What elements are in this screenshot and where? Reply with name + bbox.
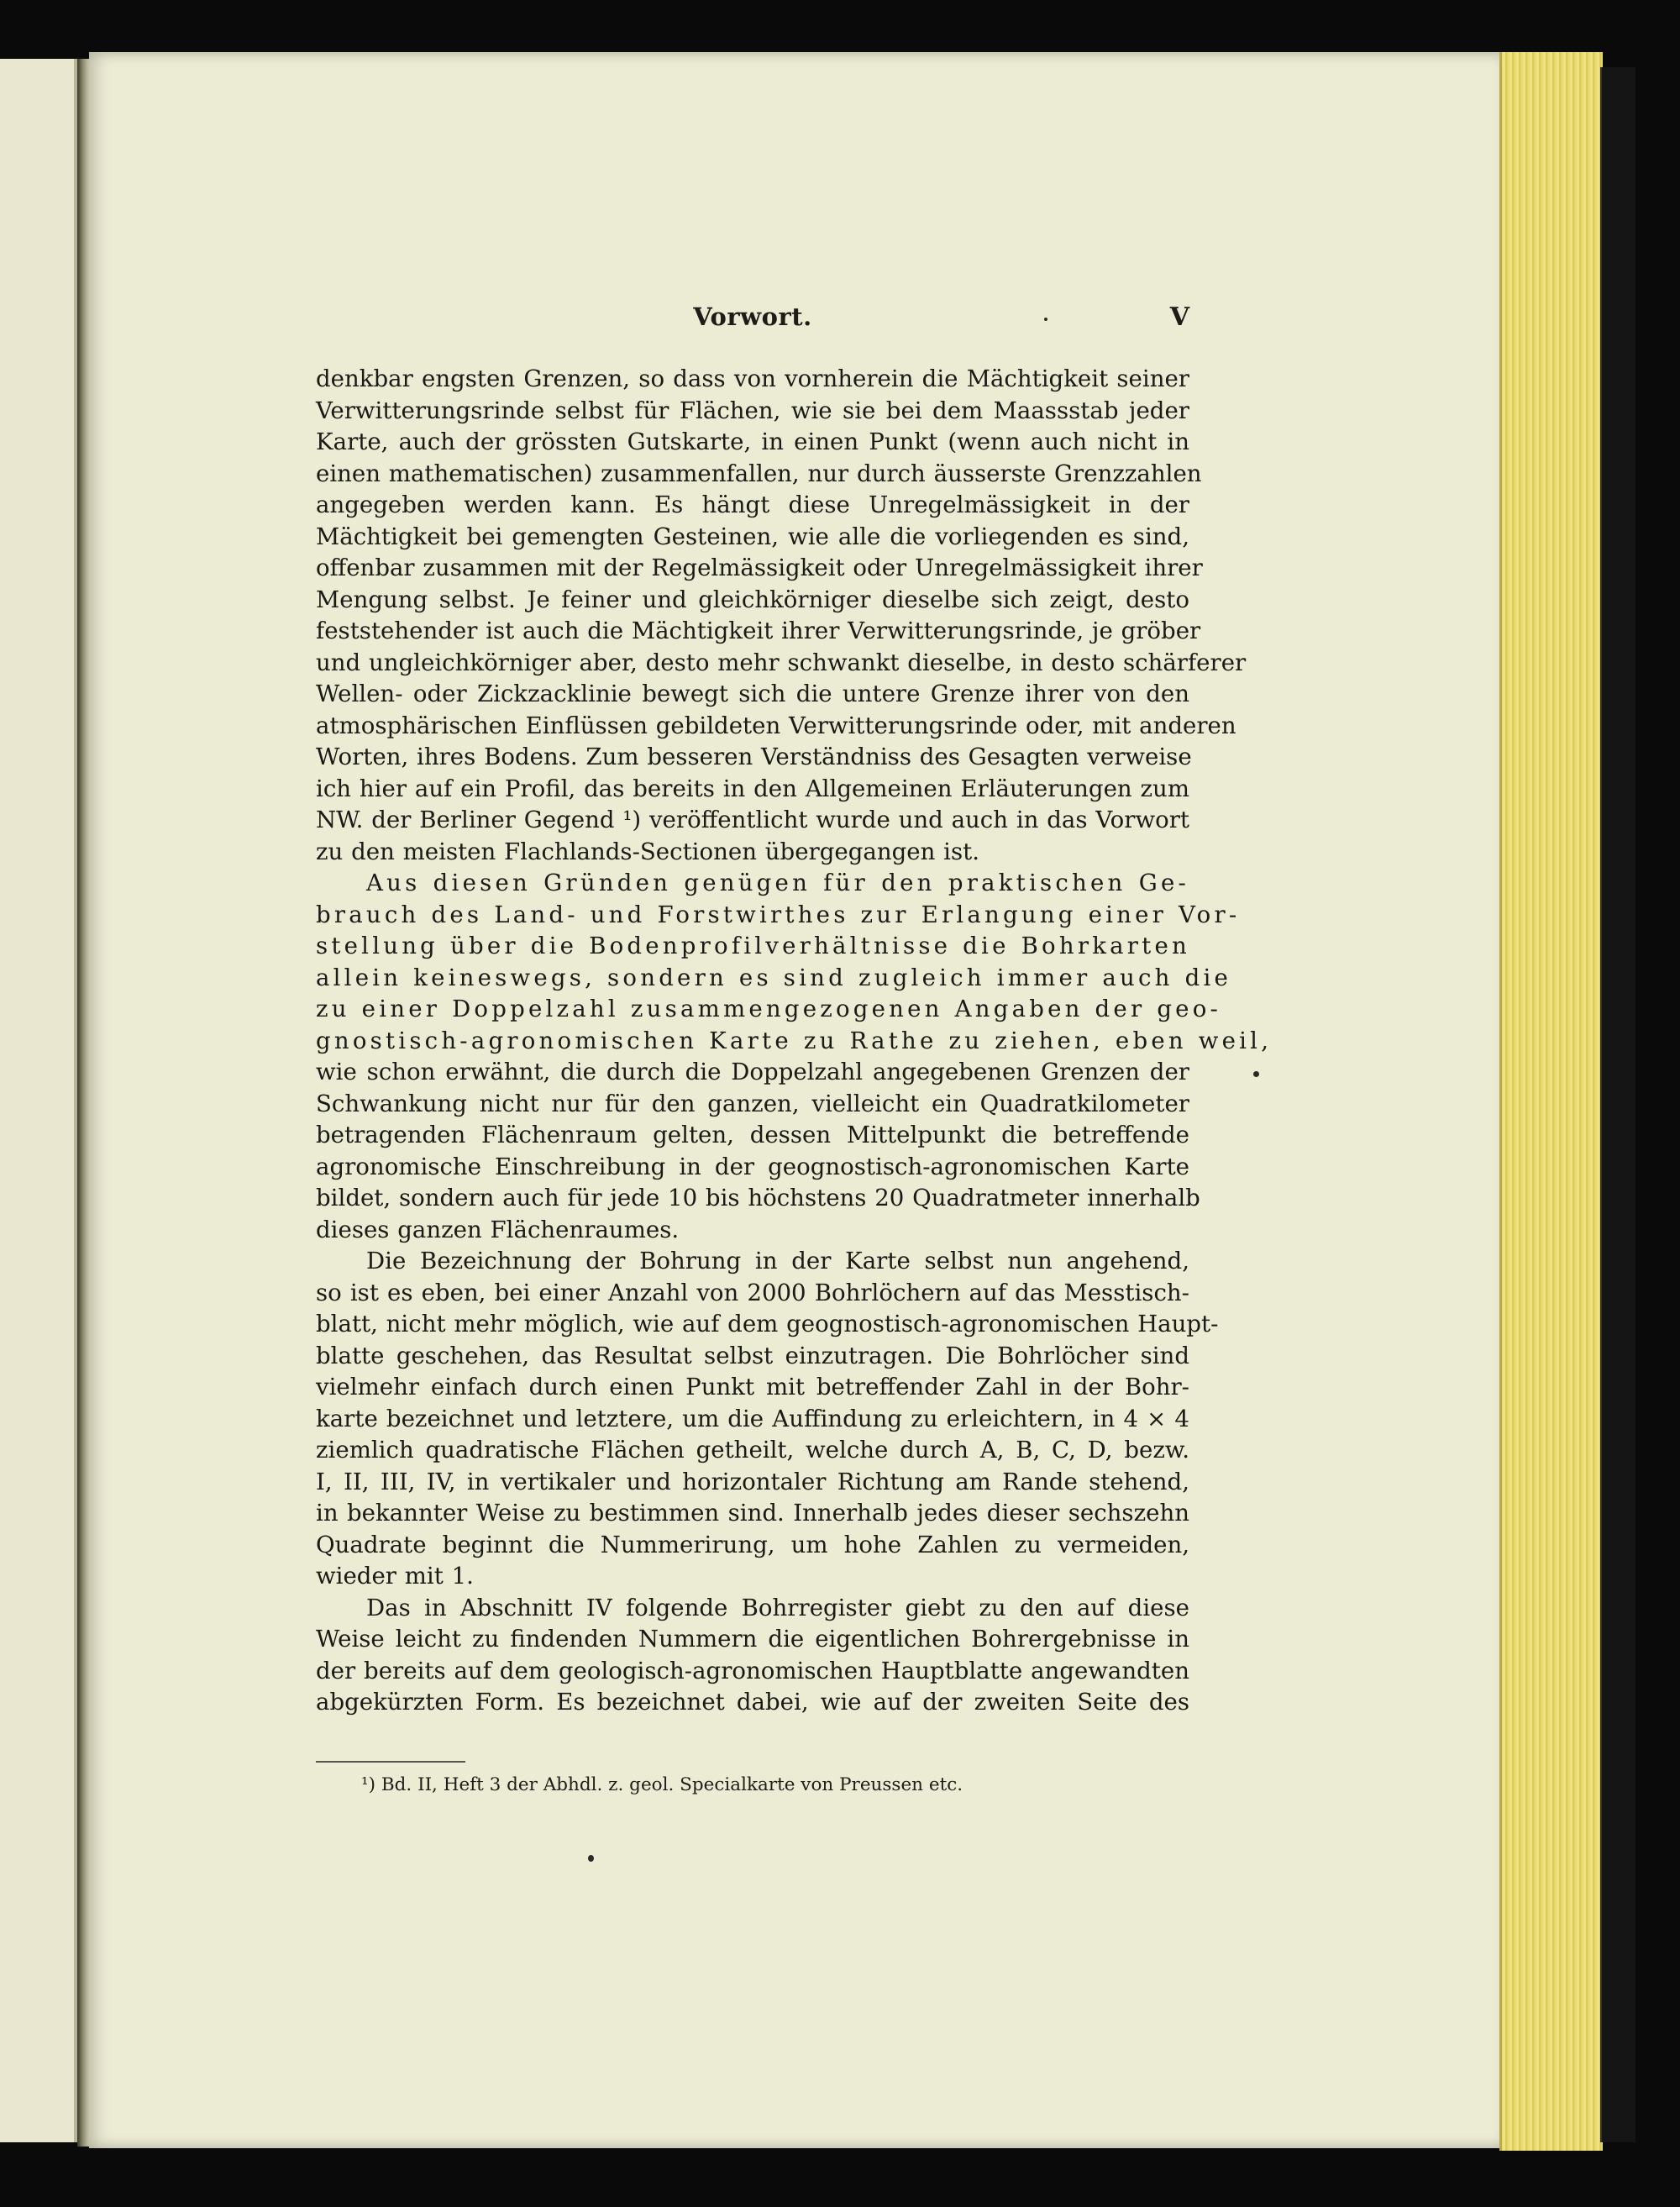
text-line: I, II, III, IV, in vertikaler und horizontaler Richtung am Rande stehend,: [316, 1467, 1189, 1495]
book-cover-edge: [1600, 67, 1635, 2142]
text-line: in bekannter Weise zu bestimmen sind. Innerhalb jedes dieser sechszehn: [316, 1499, 1189, 1527]
text-line: Mengung selbst. Je feiner und gleichkörniger dieselbe sich zeigt, desto: [316, 585, 1189, 613]
text-line: allein keineswegs, sondern es sind zugleich immer auch die: [316, 963, 1232, 991]
text-line: agronomische Einschreibung in der geognostisch-agronomischen Karte: [316, 1152, 1189, 1180]
text-line: und ungleichkörniger aber, desto mehr schwankt dieselbe, in desto schärferer: [316, 648, 1247, 676]
text-line: zu den meisten Flachlands-Sectionen übergegangen ist.: [316, 837, 979, 865]
paragraph-2: [316, 867, 1273, 1245]
text-line: brauch des Land- und Forstwirthes zur Erlangung einer Vor-: [316, 900, 1241, 928]
text-line: Quadrate beginnt die Nummerirung, um hohe Zahlen zu vermeiden,: [316, 1530, 1189, 1558]
text-line: vielmehr einfach durch einen Punkt mit betreffender Zahl in der Bohr-: [316, 1373, 1189, 1400]
text-line: betragenden Flächenraum gelten, dessen Mittelpunkt die betreffende: [316, 1121, 1189, 1148]
paragraph-3: [316, 1245, 1219, 1592]
text-line: wie schon erwähnt, die durch die Doppelzahl angegebenen Grenzen der: [316, 1058, 1189, 1085]
text-line: Die Bezeichnung der Bohrung in der Karte selbst nun angehend,: [366, 1247, 1189, 1274]
ink-speck: [588, 1855, 594, 1862]
paragraph-1: [316, 363, 1247, 867]
text-line: bildet, sondern auch für jede 10 bis höchstens 20 Quadratmeter innerhalb: [316, 1184, 1200, 1211]
text-line: Das in Abschnitt IV folgende Bohrregister giebt zu den auf diese: [366, 1593, 1189, 1621]
text-line: abgekürzten Form. Es bezeichnet dabei, wie auf der zweiten Seite des: [316, 1688, 1189, 1716]
ink-speck: [1044, 318, 1047, 321]
footnote: ¹) Bd. II, Heft 3 der Abhdl. z. geol. Specialkarte von Preussen etc.: [361, 1774, 963, 1795]
text-line: Aus diesen Gründen genügen für den praktischen Ge-: [366, 869, 1189, 896]
text-line: zu einer Doppelzahl zusammengezogenen Angaben der geo-: [316, 995, 1222, 1022]
text-line: gnostisch-agronomischen Karte zu Rathe zu ziehen, eben weil,: [316, 1026, 1273, 1054]
text-line: NW. der Berliner Gegend ¹) veröffentlicht wurde und auch in das Vorwort: [316, 806, 1189, 833]
text-line: der bereits auf dem geologisch-agronomischen Hauptblatte angewandten: [316, 1656, 1189, 1684]
text-line: Worten, ihres Bodens. Zum besseren Verständniss des Gesagten verweise: [316, 743, 1192, 770]
text-line: so ist es eben, bei einer Anzahl von 2000 Bohrlöchern auf das Messtisch-: [316, 1278, 1189, 1306]
text-line: einen mathematischen) zusammenfallen, nur durch äusserste Grenzzahlen: [316, 459, 1202, 487]
text-line: Verwitterungsrinde selbst für Flächen, wie sie bei dem Maassstab jeder: [316, 396, 1189, 424]
text-line: Wellen- oder Zickzacklinie bewegt sich die untere Grenze ihrer von den: [316, 680, 1189, 707]
left-page-edge: [0, 59, 77, 2142]
text-line: Mächtigkeit bei gemengten Gesteinen, wie alle die vorliegenden es sind,: [316, 522, 1189, 550]
text-line: wieder mit 1.: [316, 1562, 474, 1590]
text-line: atmosphärischen Einflüssen gebildeten Verwitterungsrinde oder, mit anderen: [316, 711, 1236, 739]
text-line: blatt, nicht mehr möglich, wie auf dem geognostisch-agronomischen Haupt-: [316, 1310, 1219, 1337]
text-line: Karte, auch der grössten Gutskarte, in einen Punkt (wenn auch nicht in: [316, 428, 1189, 455]
text-line: denkbar engsten Grenzen, so dass von vornherein die Mächtigkeit seiner: [316, 365, 1189, 392]
text-line: Schwankung nicht nur für den ganzen, vielleicht ein Quadratkilometer: [316, 1089, 1189, 1117]
text-line: offenbar zusammen mit der Regelmässigkeit oder Unregelmässigkeit ihrer: [316, 554, 1203, 581]
text-line: feststehender ist auch die Mächtigkeit ihrer Verwitterungsrinde, je gröber: [316, 617, 1201, 644]
page-number: V: [1169, 302, 1189, 332]
ink-speck: [1253, 1071, 1259, 1077]
page-fore-edge: [1499, 52, 1603, 2151]
text-line: stellung über die Bodenprofilverhältnisse die Bohrkarten: [316, 932, 1190, 959]
running-head: Vorwort.: [693, 302, 812, 331]
text-line: blatte geschehen, das Resultat selbst einzutragen. Die Bohrlöcher sind: [316, 1341, 1189, 1369]
text-line: karte bezeichnet und letztere, um die Auffindung zu erleichtern, in 4 × 4: [316, 1404, 1189, 1432]
text-line: ziemlich quadratische Flächen getheilt, welche durch A, B, C, D, bezw.: [316, 1436, 1189, 1463]
text-line: ich hier auf ein Profil, das bereits in den Allgemeinen Erläuterungen zum: [316, 774, 1189, 802]
footnote-rule: [316, 1761, 465, 1763]
paragraph-4: [316, 1592, 1189, 1718]
body-text: [316, 363, 1273, 1718]
text-line: dieses ganzen Flächenraumes.: [316, 1215, 680, 1243]
text-line: Weise leicht zu findenden Nummern die eigentlichen Bohrergebnisse in: [316, 1625, 1189, 1653]
page-header: [316, 302, 1189, 344]
text-line: angegeben werden kann. Es hängt diese Unregelmässigkeit in der: [316, 491, 1189, 518]
